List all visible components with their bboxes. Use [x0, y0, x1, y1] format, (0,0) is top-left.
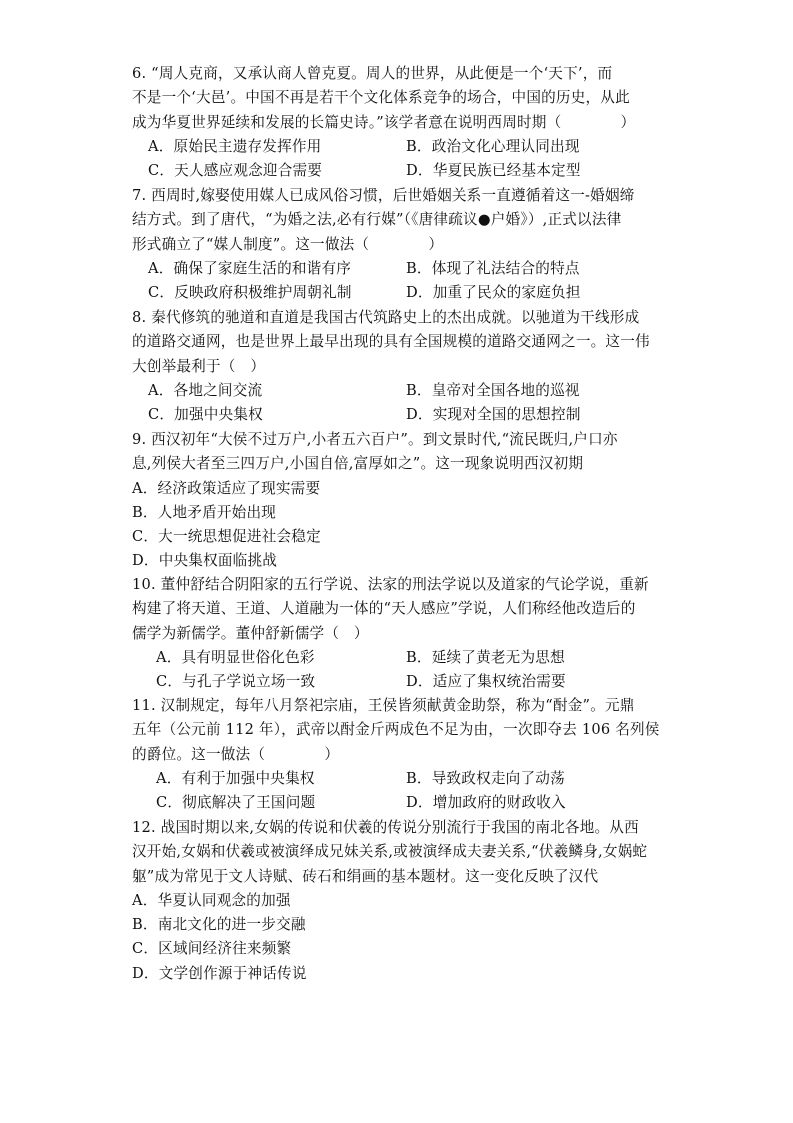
stem-line: 9. 西汉初年“大侯不过万户,小者五六百户”。到文景时代,“流民既归,户口亦	[132, 431, 618, 448]
question-7	[132, 184, 672, 305]
stem-line: 躯”成为常见于文人诗赋、砖石和绢画的基本题材。这一变化反映了汉代	[132, 867, 599, 885]
stem-line: 成为华夏世界延续和发展的长篇史诗。”该学者意在说明西周时期（ ）	[132, 113, 636, 131]
question-9	[132, 428, 672, 574]
option-d[interactable]: D．实现对全国的思想控制	[406, 405, 581, 423]
option-d[interactable]: D．华夏民族已经基本定型	[406, 161, 581, 179]
option-b[interactable]: B．政治文化心理认同出现	[406, 137, 580, 155]
option-c[interactable]: C．彻底解决了王国问题	[156, 793, 316, 811]
question-stem	[132, 184, 672, 257]
option-row	[132, 257, 672, 281]
option-b[interactable]: B．南北文化的进一步交融	[132, 916, 306, 934]
stem-line: 息,列侯大者至三四万户,小国自倍,富厚如之”。这一现象说明西汉初期	[132, 455, 584, 473]
stem-line: 11. 汉制规定，每年八月祭祀宗庙，王侯皆须献黄金助祭，称为“酎金”。元鼎	[132, 697, 635, 714]
option-c[interactable]: C．与孔子学说立场一致	[156, 672, 316, 690]
question-6	[132, 62, 672, 183]
option-d[interactable]: D．增加政府的财政收入	[406, 793, 566, 811]
option-a[interactable]: A．确保了家庭生活的和谐有序	[148, 259, 352, 277]
option-c[interactable]: C．天人感应观念迎合需要	[148, 161, 323, 179]
question-10	[132, 573, 672, 694]
option-c[interactable]: C．反映政府积极维护周朝礼制	[148, 283, 352, 301]
stem-line: 构建了将天道、王道、人道融为一体的“天人感应”学说，人们称经他改造后的	[132, 600, 636, 618]
option-c[interactable]: C．加强中央集权	[148, 405, 263, 423]
stem-line: 不是一个‘大邑’。中国不再是若干个文化体系竞争的场合，中国的历史，从此	[132, 89, 630, 107]
stem-line: 儒学为新儒学。董仲舒新儒学（ ）	[132, 624, 369, 642]
option-a[interactable]: A．华夏认同观念的加强	[132, 891, 291, 909]
option-a[interactable]: A．有利于加强中央集权	[156, 769, 315, 787]
question-stem	[132, 573, 672, 646]
stem-line: 的爵位。这一做法（ ）	[132, 745, 340, 763]
option-b[interactable]: B．延续了黄老无为思想	[406, 648, 565, 666]
option-a[interactable]: A．具有明显世俗化色彩	[156, 648, 315, 666]
stem-line: 12. 战国时期以来,女娲的传说和伏羲的传说分别流行于我国的南北各地。从西	[132, 819, 639, 836]
option-d[interactable]: D．加重了民众的家庭负担	[406, 283, 581, 301]
stem-line: 五年（公元前 112 年），武帝以酎金斤两成色不足为由，一次即夺去 106 名列侯	[132, 721, 660, 739]
option-b[interactable]: B．体现了礼法结合的特点	[406, 259, 580, 277]
option-b[interactable]: B．皇帝对全国各地的巡视	[406, 381, 580, 399]
question-stem	[132, 694, 672, 767]
question-11	[132, 694, 672, 815]
option-row	[132, 646, 672, 670]
question-8	[132, 306, 672, 427]
stem-line: 汉开始,女娲和伏羲或被演绎成兄妹关系,或被演绎成夫妻关系,“伏羲鳞身,女娲蛇	[132, 843, 648, 861]
option-b[interactable]: B．人地矛盾开始出现	[132, 503, 277, 521]
stem-line: 结方式。到了唐代，“为婚之法,必有行媒”（《唐律疏议●户婚》）,正式以法律	[132, 211, 622, 229]
option-row	[132, 379, 672, 403]
question-stem	[132, 816, 672, 889]
option-d[interactable]: D．文学创作源于神话传说	[132, 964, 307, 982]
option-c[interactable]: C．大一统思想促进社会稳定	[132, 528, 321, 546]
stem-line: 7. 西周时,嫁娶使用媒人已成风俗习惯，后世婚姻关系一直遵循着这一-婚姻缔	[132, 187, 635, 204]
option-row	[132, 403, 672, 427]
question-stem	[132, 306, 672, 379]
option-b[interactable]: B．导致政权走向了动荡	[406, 769, 565, 787]
option-row	[132, 135, 672, 159]
option-row	[132, 159, 672, 183]
stem-line: 6. “周人克商，又承认商人曾克夏。周人的世界，从此便是一个‘天下’，而	[132, 65, 613, 82]
option-c[interactable]: C．区域间经济往来频繁	[132, 940, 292, 958]
question-stem	[132, 62, 672, 135]
option-row	[132, 281, 672, 305]
option-row	[132, 670, 672, 694]
stem-line: 8. 秦代修筑的驰道和直道是我国古代筑路史上的杰出成就。以驰道为干线形成	[132, 309, 640, 326]
option-row	[132, 767, 672, 791]
option-d[interactable]: D．中央集权面临挑战	[132, 552, 278, 570]
option-d[interactable]: D．适应了集权统治需要	[406, 672, 566, 690]
stem-line: 的道路交通网，也是世界上最早出现的具有全国规模的道路交通网之一。这一伟	[132, 333, 650, 351]
stem-line: 大创举最利于（ ）	[132, 357, 266, 375]
option-a[interactable]: A．各地之间交流	[148, 381, 263, 399]
question-stem	[132, 428, 672, 477]
question-12	[132, 816, 672, 986]
stem-line: 形式确立了“媒人制度”。这一做法（ ）	[132, 235, 444, 253]
option-a[interactable]: A．原始民主遗存发挥作用	[148, 137, 322, 155]
option-row	[132, 791, 672, 815]
stem-line: 10. 董仲舒结合阴阳家的五行学说、法家的刑法学说以及道家的气论学说，重新	[132, 576, 649, 593]
option-a[interactable]: A．经济政策适应了现实需要	[132, 479, 321, 497]
